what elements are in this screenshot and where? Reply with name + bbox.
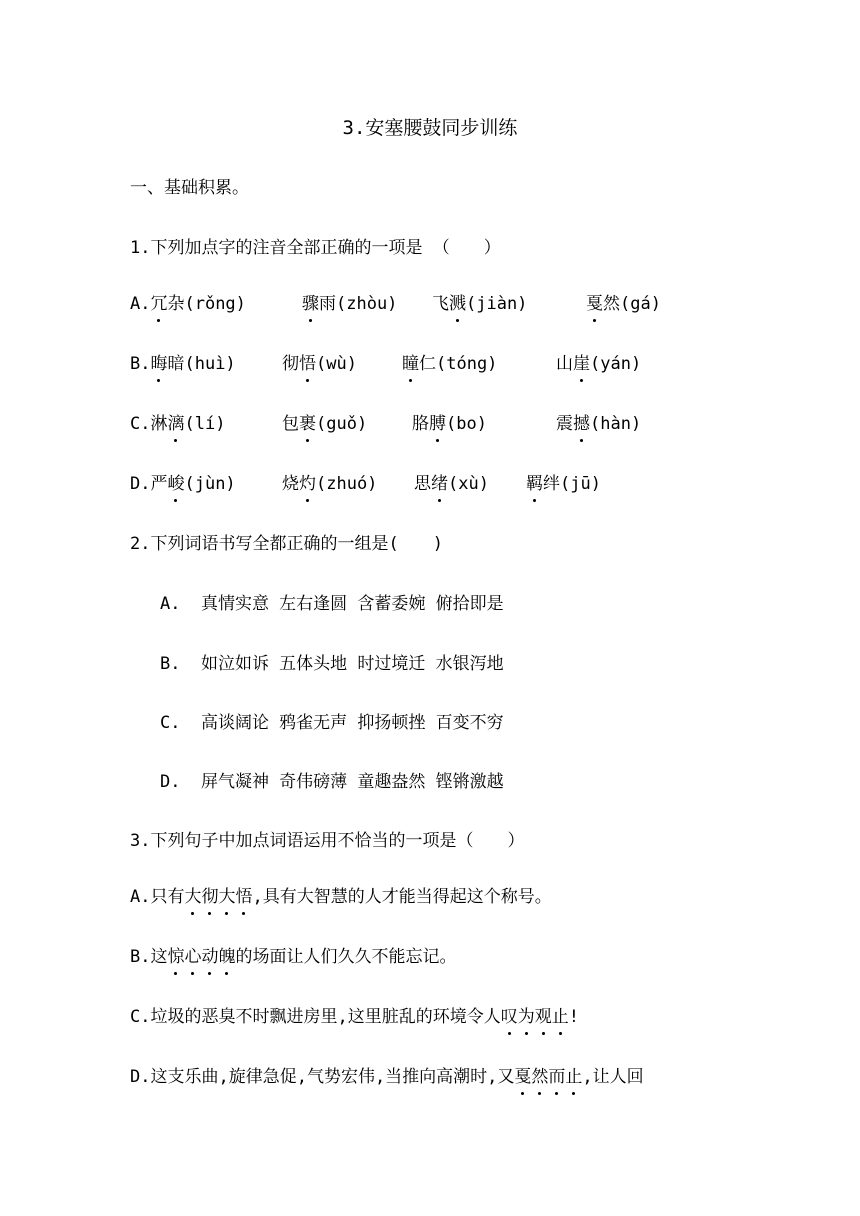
text-fragment: C.垃圾的恶臭不时飘进房里,这里脏乱的环境令人 — [130, 1007, 501, 1027]
text-fragment: ! — [568, 1007, 579, 1027]
emphasis-char: 彻 — [201, 887, 219, 907]
emphasis-char: 而 — [548, 1067, 566, 1087]
text-fragment: D.严 — [130, 474, 168, 494]
emphasis-char: 心 — [184, 947, 202, 967]
q1-d-item — [130, 472, 236, 496]
text-fragment: 冗 — [150, 294, 168, 314]
q3-b-dotted-phrase — [167, 947, 235, 967]
emphasis-char: 观 — [534, 1007, 552, 1027]
text-fragment: 裹 — [299, 414, 316, 434]
text-fragment: 膊 — [429, 414, 446, 434]
emphasis-char: 大 — [184, 887, 202, 907]
q1-a-item — [130, 292, 246, 316]
text-fragment: 包 — [282, 414, 299, 434]
q1-d-item — [414, 472, 489, 496]
text-fragment: 骤 — [302, 294, 319, 314]
question-3-stem: 3.下列句子中加点词语运用不恰当的一项是（ ） — [130, 831, 525, 851]
text-fragment: 瞳 — [402, 354, 419, 374]
emphasis-char: 然 — [531, 1067, 549, 1087]
text-fragment: (lí) — [184, 414, 226, 434]
text-fragment: 戛 — [586, 294, 603, 314]
text-fragment: 胳 — [412, 414, 429, 434]
q1-d-item — [526, 472, 601, 496]
q1-a-item — [432, 292, 527, 316]
q2-option-c: C. 高谈阔论 鸦雀无声 抑扬顿挫 百变不穷 — [160, 713, 504, 733]
text-fragment: (yán) — [590, 354, 642, 374]
text-fragment: 绪 — [431, 474, 448, 494]
q1-a-item — [302, 292, 397, 316]
text-fragment: B. — [130, 354, 151, 374]
q1-c-item — [412, 412, 487, 436]
text-fragment: (zhuó) — [316, 474, 378, 494]
text-fragment: ,让人回 — [582, 1067, 644, 1087]
q3-c-dotted-phrase — [501, 1007, 569, 1027]
text-fragment: 溅 — [449, 294, 466, 314]
emphasis-char: 悟 — [235, 887, 253, 907]
q2-option-d: D. 屏气凝神 奇伟磅薄 童趣盎然 铿锵激越 — [160, 772, 504, 792]
question-2-stem: 2.下列词语书写全都正确的一组是( ) — [130, 534, 443, 554]
text-fragment: (wù) — [316, 354, 357, 374]
q3-option-b — [130, 945, 456, 969]
text-fragment: 灼 — [299, 474, 316, 494]
emphasis-char: 魄 — [218, 947, 236, 967]
text-fragment: 烧 — [282, 474, 299, 494]
text-fragment: ,具有大智慧的人才能当得起这个称号。 — [252, 887, 552, 907]
text-fragment: B.这 — [130, 947, 168, 967]
q1-option-c — [130, 412, 730, 438]
text-fragment: 然(gá) — [603, 294, 661, 314]
emphasis-char: 动 — [201, 947, 219, 967]
emphasis-char: 戛 — [514, 1067, 532, 1087]
text-fragment: 思 — [414, 474, 431, 494]
text-fragment: C.淋 — [130, 414, 168, 434]
text-fragment: (jùn) — [184, 474, 236, 494]
text-fragment: 羁 — [526, 474, 543, 494]
text-fragment: A.只有 — [130, 887, 185, 907]
text-fragment: (xù) — [448, 474, 489, 494]
q1-b-item — [556, 352, 641, 376]
text-fragment: (hàn) — [590, 414, 642, 434]
q2-option-a: A. 真情实意 左右逢圆 含蓄委婉 俯拾即是 — [160, 594, 504, 614]
text-fragment: 崖 — [573, 354, 590, 374]
page-title: 3.安塞腰鼓同步训练 — [342, 117, 518, 139]
q2-option-b: B. 如泣如诉 五体头地 时过境迁 水银泻地 — [160, 654, 504, 674]
q3-option-c — [130, 1005, 579, 1029]
text-fragment: 漓 — [167, 414, 185, 434]
text-fragment: 山 — [556, 354, 573, 374]
text-fragment: (guǒ) — [316, 414, 368, 434]
text-fragment: 彻 — [282, 354, 299, 374]
q1-option-d — [130, 472, 730, 498]
emphasis-char: 为 — [517, 1007, 535, 1027]
text-fragment: D.这支乐曲,旋律急促,气势宏伟,当推向高潮时,又 — [130, 1067, 515, 1087]
text-fragment: 撼 — [573, 414, 590, 434]
q3-d-dotted-phrase — [514, 1067, 582, 1087]
emphasis-char: 大 — [218, 887, 236, 907]
q1-c-item — [282, 412, 367, 436]
text-fragment: 峻 — [167, 474, 185, 494]
text-fragment: 杂(rǒng) — [167, 294, 246, 314]
text-fragment: 的场面让人们久久不能忘记。 — [235, 947, 457, 967]
q1-b-item — [402, 352, 497, 376]
text-fragment: A. — [130, 294, 151, 314]
text-fragment: 仁(tóng) — [419, 354, 498, 374]
question-1-stem: 1.下列加点字的注音全部正确的一项是 （ ） — [130, 238, 501, 258]
emphasis-char: 叹 — [500, 1007, 518, 1027]
q1-option-b — [130, 352, 730, 378]
text-fragment: 绊(jū) — [543, 474, 601, 494]
q1-option-a — [130, 292, 730, 318]
text-fragment: 暗(huì) — [167, 354, 236, 374]
emphasis-char: 止 — [551, 1007, 569, 1027]
text-fragment: 飞 — [432, 294, 449, 314]
q3-option-d — [130, 1065, 644, 1089]
q3-option-a — [130, 885, 552, 909]
q1-d-item — [282, 472, 377, 496]
text-fragment: 雨(zhòu) — [319, 294, 398, 314]
section-heading: 一、基础积累。 — [130, 178, 249, 198]
text-fragment: 震 — [556, 414, 573, 434]
text-fragment: (bo) — [446, 414, 487, 434]
q3-a-dotted-phrase — [184, 887, 252, 907]
text-fragment: 悟 — [299, 354, 316, 374]
emphasis-char: 止 — [565, 1067, 583, 1087]
q1-a-item — [586, 292, 661, 316]
q1-b-item — [282, 352, 357, 376]
q1-c-item — [130, 412, 225, 436]
emphasis-char: 惊 — [167, 947, 185, 967]
text-fragment: 晦 — [150, 354, 168, 374]
q1-c-item — [556, 412, 641, 436]
text-fragment: (jiàn) — [466, 294, 528, 314]
q1-b-item — [130, 352, 236, 376]
